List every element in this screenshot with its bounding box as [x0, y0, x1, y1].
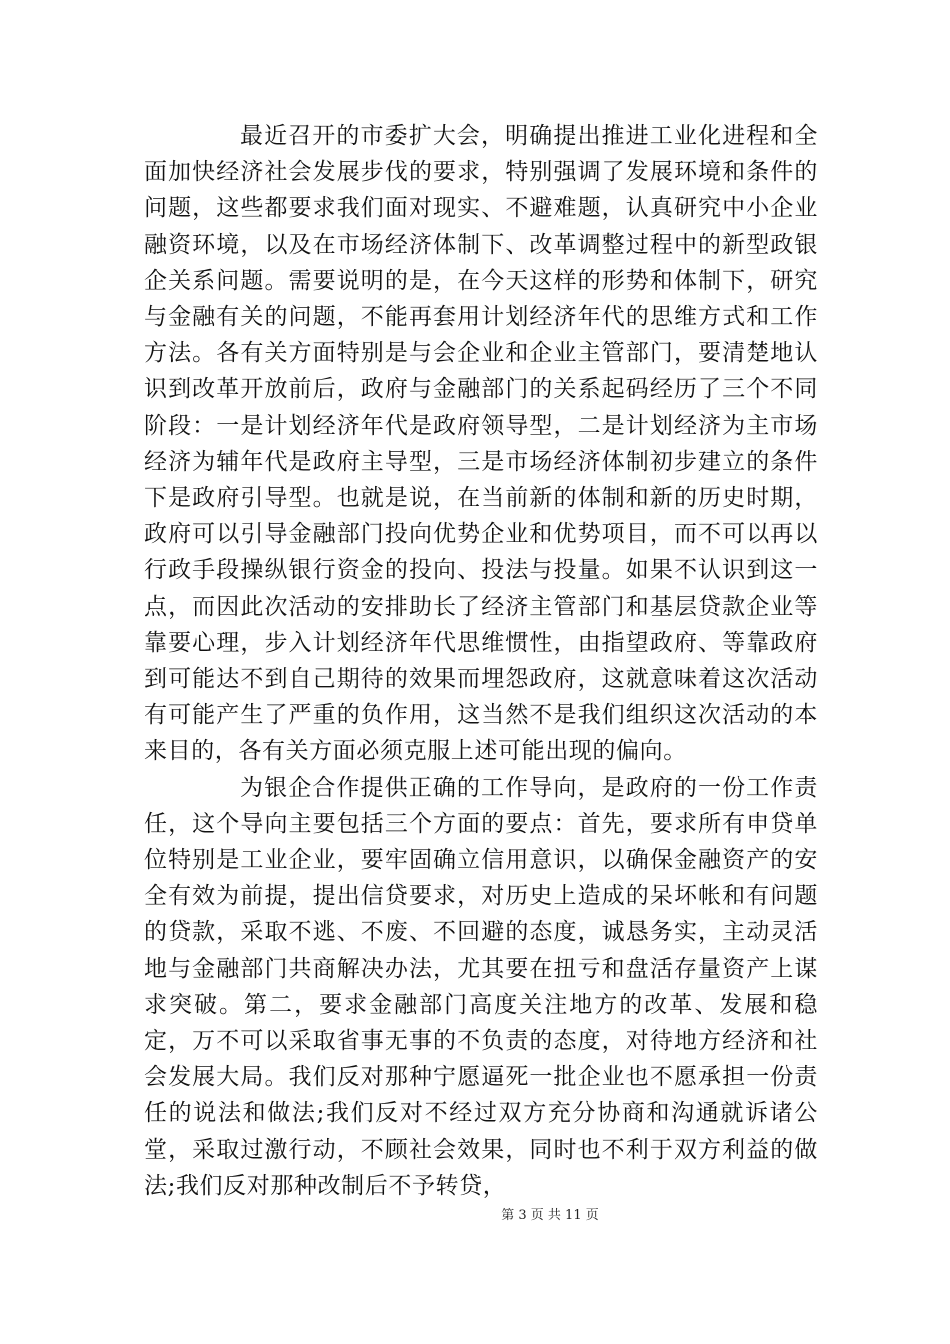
page-footer: 第 3 页 共 11 页 — [501, 1208, 599, 1223]
paragraph-1: 最近召开的市委扩大会，明确提出推进工业化进程和全面加快经济社会发展步伐的要求，特别强调了发展环境和条件的问题，这些都要求我们面对现实、不避难题，认真研究中小企业融资环境，以及在市场经济体制下、改革调整过程中的新型政银企关系问题。需要说明的是，在今天这样的形势和体制下，研究与金融有关的问题，不能再套用计划经济年代的思维方式和工作方法。各有关方面特别是与会企业和企业主管部门，要清楚地认识到改革开放前后，政府与金融部门的关系起码经历了三个不同阶段：一是计划经济年代是政府领导型，二是计划经济为主市场经济为辅年代是政府主导型，三是市场经济体制初步建立的条件下是政府引导型。也就是说，在当前新的体制和新的历史时期，政府可以引导金融部门投向优势企业和优势项目，而不可以再以行政手段操纵银行资金的投向、投法与投量。如果不认识到这一点，而因此次活动的安排助长了经济主管部门和基层贷款企业等靠要心理，步入计划经济年代思维惯性，由指望政府、等靠政府到可能达不到自己期待的效果而埋怨政府，这就意味着这次活动有可能产生了严重的负作用，这当然不是我们组织这次活动的本来目的，各有关方面必须克服上述可能出现的偏向。 — [144, 123, 818, 765]
paragraph-2: 为银企合作提供正确的工作导向，是政府的一份工作责任，这个导向主要包括三个方面的要点：首先，要求所有申贷单位特别是工业企业，要牢固确立信用意识，以确保金融资产的安全有效为前提，提出信贷要求，对历史上造成的呆坏帐和有问题的贷款，采取不逃、不废、不回避的态度，诚恳务实，主动灵活地与金融部门共商解决办法，尤其要在扭亏和盘活存量资产上谋求突破。第二，要求金融部门高度关注地方的改革、发展和稳定，万不可以采取省事无事的不负责的态度，对待地方经济和社会发展大局。我们反对那种宁愿逼死一批企业也不愿承担一份责任的说法和做法;我们反对不经过双方充分协商和沟通就诉诸公堂，采取过激行动，不顾社会效果，同时也不利于双方利益的做法;我们反对那种改制后不予转贷， — [144, 774, 818, 1199]
document-body — [144, 118, 818, 1204]
